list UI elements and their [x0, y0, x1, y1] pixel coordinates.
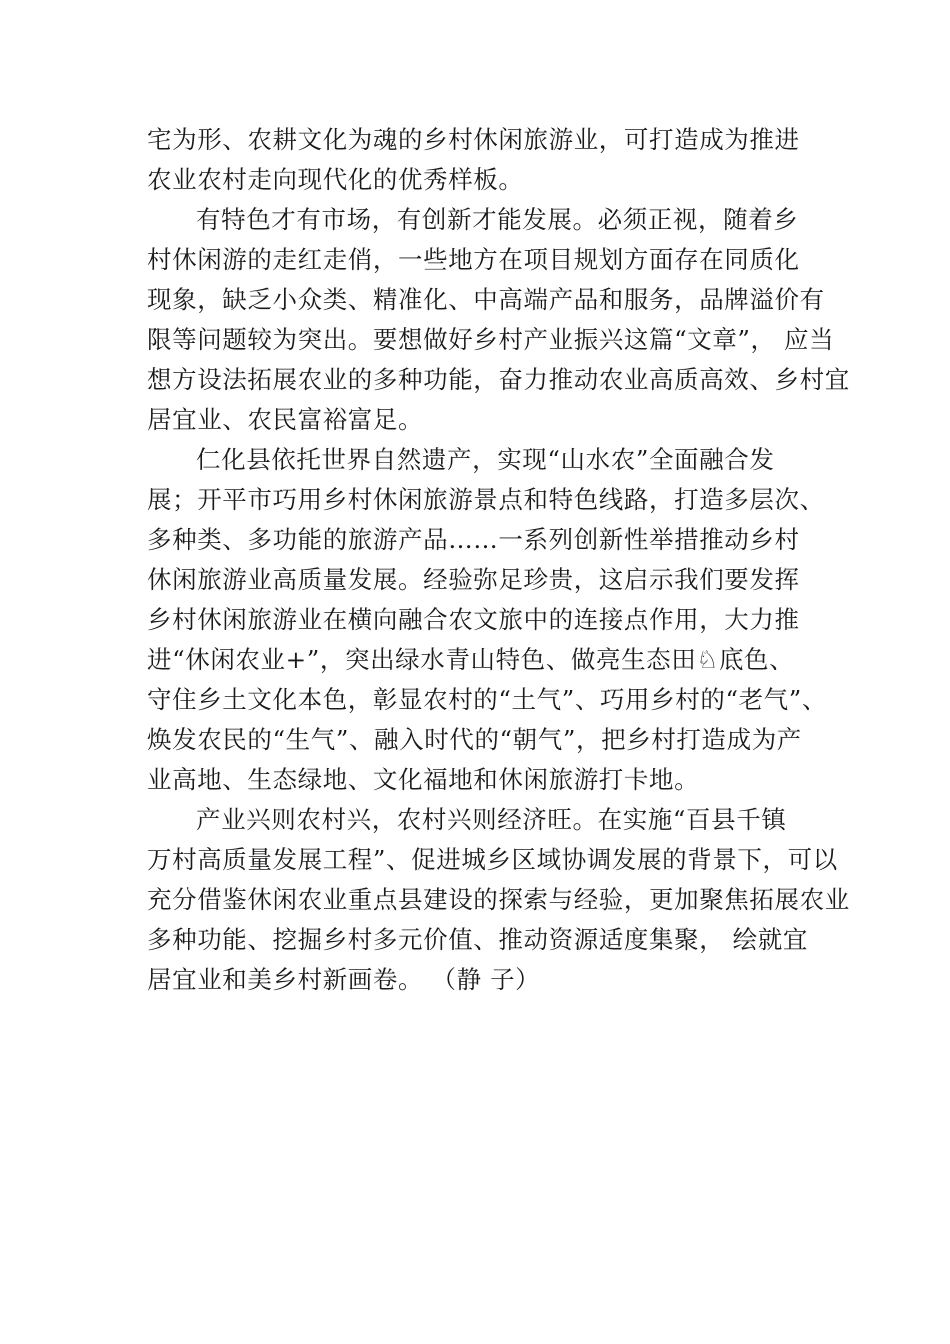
text-line: 万村高质量发展工程”、促进城乡区域协调发展的背景下，可以 — [147, 845, 838, 874]
text-line: 休闲旅游业高质量发展。经验弥足珍贵，这启示我们要发挥 — [147, 565, 800, 594]
text-line: 农业农村走向现代化的优秀样板。 — [147, 165, 524, 194]
text-line: 展；开平市巧用乡村休闲旅游景点和特色线路，打造多层次、 — [147, 485, 825, 514]
text-line: 居宜业、农民富裕富足。 — [147, 405, 424, 434]
document-page — [147, 120, 850, 1000]
text-line: 充分借鉴休闲农业重点县建设的探索与经验，更加聚焦拓展农业 — [147, 885, 850, 914]
paragraph-first-line: 产业兴则农村兴，农村兴则经济旺。在实施“百县千镇 — [196, 805, 787, 834]
text-line: 业高地、生态绿地、文化福地和休闲旅游打卡地。 — [147, 765, 700, 794]
text-line: 焕发农民的“生气”、融入时代的“朝气”，把乡村打造成为产 — [147, 725, 802, 754]
text-line: 进“休闲农业+”，突出绿水青山特色、做亮生态田♘底色、 — [147, 645, 795, 674]
text-line: 居宜业和美乡村新画卷。 （静 子） — [147, 965, 541, 994]
text-line: 村休闲游的走红走俏，一些地方在项目规划方面存在同质化 — [147, 245, 800, 274]
text-line: 乡村休闲旅游业在横向融合农文旅中的连接点作用，大力推 — [147, 605, 800, 634]
text-line: 守住乡土文化本色，彰显农村的“土气”、巧用乡村的“老气”、 — [147, 685, 827, 714]
paragraph-first-line: 仁化县依托世界自然遗产，实现“山水农”全面融合发 — [196, 445, 775, 474]
text-line: 宅为形、农耕文化为魂的乡村休闲旅游业，可打造成为推进 — [147, 125, 800, 154]
text-line: 现象，缺乏小众类、精准化、中高端产品和服务，品牌溢价有 — [147, 285, 825, 314]
text-line: 多种功能、挖掘乡村多元价值、推动资源适度集聚， 绘就宜 — [147, 925, 808, 954]
text-line: 限等问题较为突出。要想做好乡村产业振兴这篇“文章”， 应当 — [147, 325, 835, 354]
text-line: 想方设法拓展农业的多种功能，奋力推动农业高质高效、乡村宜 — [147, 365, 850, 394]
paragraph-first-line: 有特色才有市场，有创新才能发展。必须正视，随着乡 — [196, 205, 799, 234]
text-line: 多种类、多功能的旅游产品……一系列创新性举措推动乡村 — [147, 525, 800, 554]
